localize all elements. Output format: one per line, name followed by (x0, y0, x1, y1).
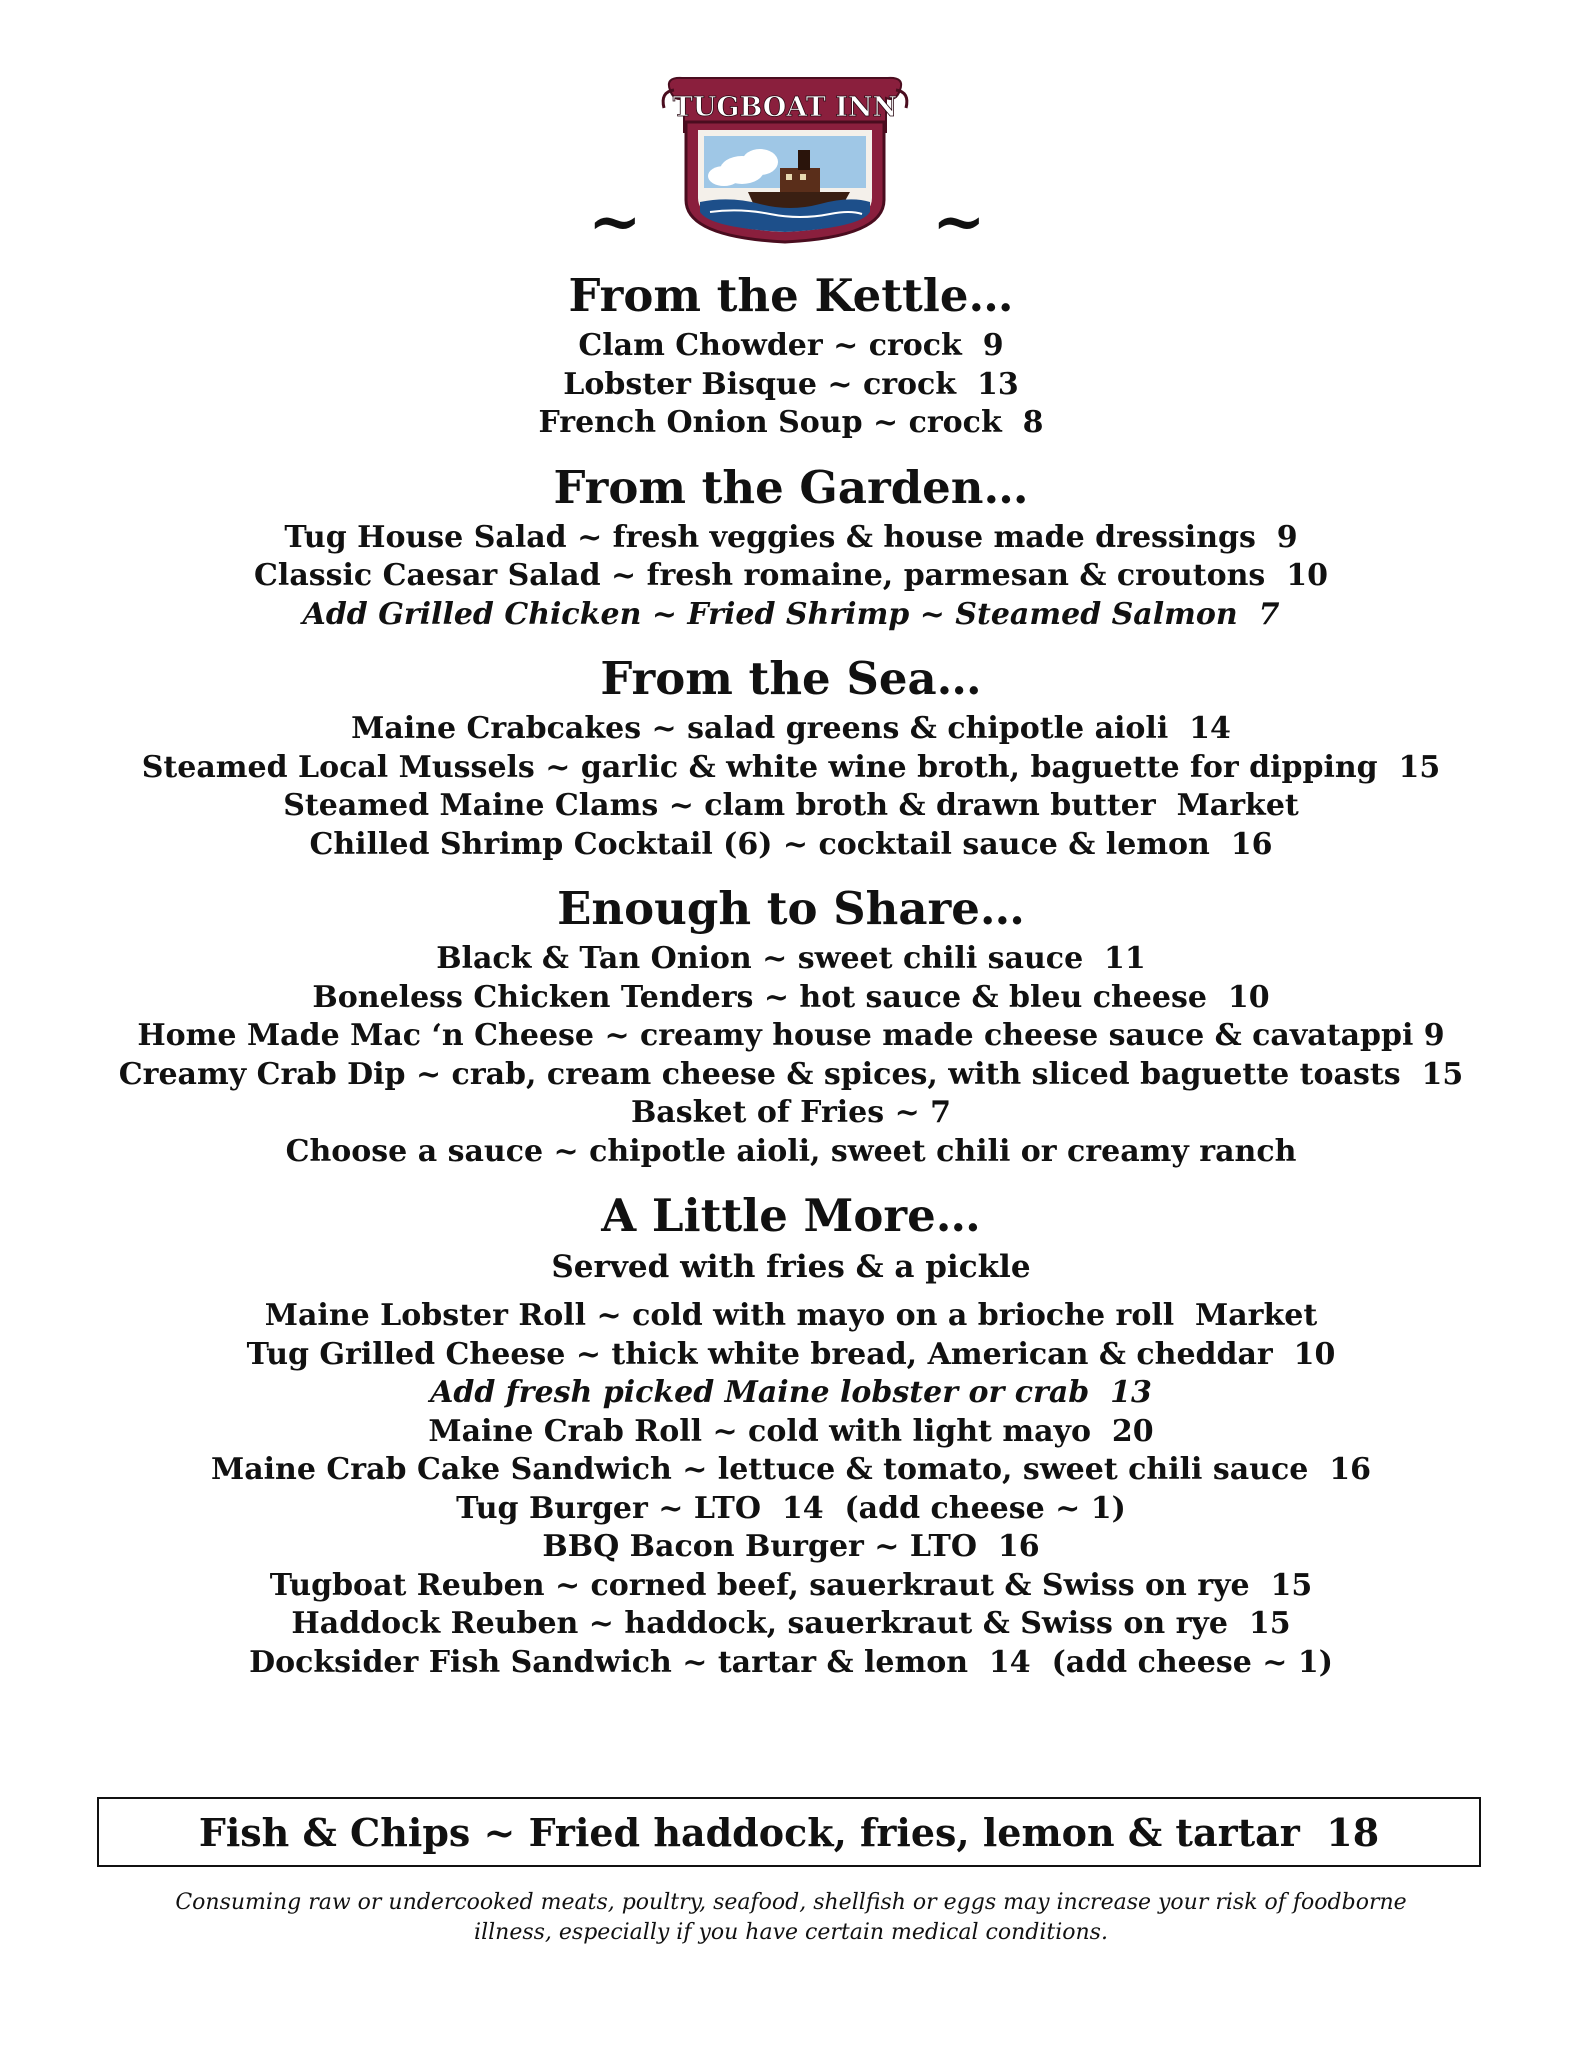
menu-item: Maine Lobster Roll ~ cold with mayo on a brioche roll Market (264, 1298, 1318, 1333)
section-garden (0, 457, 1582, 635)
menu-item: Maine Crabcakes ~ salad greens & chipotle aioli 14 (351, 711, 1231, 746)
menu-item: Maine Crab Roll ~ cold with light mayo 20 (428, 1413, 1154, 1449)
menu-item: Chilled Shrimp Cocktail (6) ~ cocktail sauce & lemon 16 (309, 826, 1273, 862)
section-share (0, 878, 1582, 1171)
section-heading: A Little More… (601, 1189, 981, 1242)
disclaimer-line: Consuming raw or undercooked meats, poultry, seafood, shellfish or eggs may increase your risk of foodborne (175, 1890, 1407, 1915)
food-safety-disclaimer (0, 1888, 1582, 1948)
menu-item: Tug House Salad ~ fresh veggies & house made dressings 9 (284, 519, 1298, 555)
section-little-more (0, 1185, 1582, 1682)
menu-item: BBQ Bacon Burger ~ LTO 16 (542, 1529, 1040, 1564)
menu-item: Lobster Bisque ~ crock 13 (563, 366, 1019, 402)
menu-sections (0, 265, 1582, 1696)
menu-item: Clam Chowder ~ crock 9 (578, 328, 1004, 363)
menu-item: Maine Crab Cake Sandwich ~ lettuce & tomato, sweet chili sauce 16 (211, 1452, 1371, 1487)
section-heading: From the Garden… (553, 460, 1029, 514)
section-kettle (0, 265, 1582, 443)
section-heading: From the Sea… (600, 652, 982, 705)
menu-item: French Onion Soup ~ crock 8 (538, 405, 1044, 440)
section-sea (0, 648, 1582, 864)
featured-item-box: Fish & Chips ~ Fried haddock, fries, lemon & tartar 18 (97, 1797, 1481, 1867)
menu-item: Black & Tan Onion ~ sweet chili sauce 11 (436, 941, 1146, 976)
tugboat-inn-logo (660, 72, 910, 247)
menu-item: Tugboat Reuben ~ corned beef, sauerkraut & Swiss on rye 15 (269, 1567, 1313, 1603)
menu-item: Home Made Mac ‘n Cheese ~ creamy house made cheese sauce & cavatappi 9 (137, 1018, 1445, 1053)
menu-item: Steamed Local Mussels ~ garlic & white wine broth, baguette for dipping 15 (141, 749, 1441, 785)
menu-item: Creamy Crab Dip ~ crab, cream cheese & spices, with sliced baguette toasts 15 (118, 1056, 1464, 1092)
menu-item: Choose a sauce ~ chipotle aioli, sweet chili or creamy ranch (285, 1133, 1297, 1169)
menu-item: Haddock Reuben ~ haddock, sauerkraut & Swiss on rye 15 (291, 1606, 1291, 1641)
section-heading: From the Kettle… (568, 269, 1014, 322)
menu-item: Docksider Fish Sandwich ~ tartar & lemon 14 (add cheese ~ 1) (249, 1644, 1333, 1680)
disclaimer-line: illness, especially if you have certain medical conditions. (474, 1920, 1108, 1945)
logo-name: TUGBOAT INN (672, 92, 898, 123)
tilde-right: ~ (932, 184, 986, 259)
menu-item: Tug Grilled Cheese ~ thick white bread, American & cheddar 10 (246, 1336, 1336, 1372)
menu-item: Boneless Chicken Tenders ~ hot sauce & bleu cheese 10 (312, 979, 1270, 1015)
menu-item: Tug Burger ~ LTO 14 (add cheese ~ 1) (456, 1490, 1126, 1526)
menu-item: Steamed Maine Clams ~ clam broth & drawn butter Market (283, 788, 1299, 823)
header (0, 72, 1582, 259)
menu-item: Classic Caesar Salad ~ fresh romaine, parmesan & croutons 10 (254, 558, 1328, 593)
menu-addon: Add fresh picked Maine lobster or crab 13 (430, 1375, 1152, 1410)
menu-addon: Add Grilled Chicken ~ Fried Shrimp ~ Steamed Salmon 7 (302, 596, 1280, 632)
menu-item: Basket of Fries ~ 7 (630, 1095, 952, 1130)
section-subheading: Served with fries & a pickle (551, 1249, 1031, 1285)
tilde-left: ~ (588, 184, 642, 259)
section-heading: Enough to Share… (557, 882, 1025, 935)
